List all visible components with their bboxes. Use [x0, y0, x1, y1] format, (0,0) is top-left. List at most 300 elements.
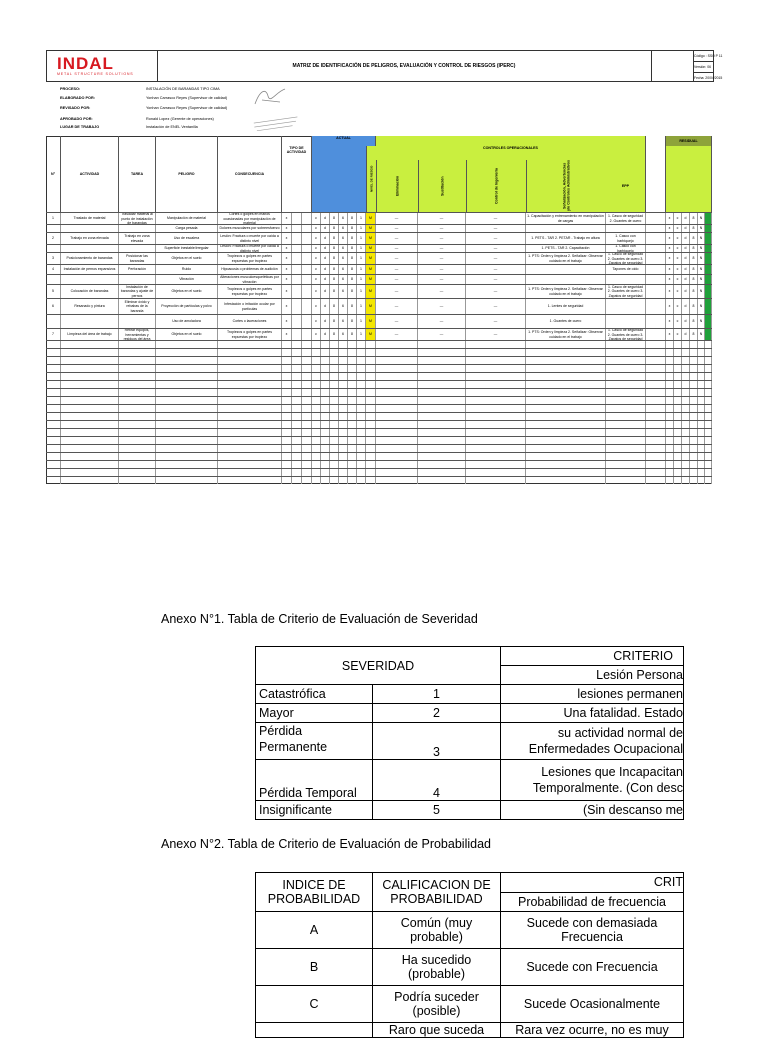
- cell-mark: d: [682, 315, 690, 328]
- severity-header: SEVERIDAD: [256, 647, 501, 685]
- col-peligro: PELIGRO: [156, 136, 218, 212]
- cell-mark: 8: [330, 299, 339, 314]
- cell-mark: N: [698, 315, 705, 328]
- cell-mark: 1: [357, 233, 366, 244]
- empty-row: [46, 340, 712, 348]
- cell-mark: 8: [348, 225, 357, 232]
- cell-actividad: Instalación de pernos expansivos: [61, 265, 119, 274]
- empty-row: [46, 412, 712, 420]
- col-actual: ACTUAL: [312, 136, 376, 146]
- risk-level-cell: M: [366, 299, 376, 314]
- cell-actividad: Posicionamiento de barandas: [61, 253, 119, 264]
- empty-row: [46, 396, 712, 404]
- cell-mark: c: [674, 315, 682, 328]
- cell-mark: 8: [330, 233, 339, 244]
- empty-row: [46, 388, 712, 396]
- cell-mark: —: [376, 245, 418, 252]
- cell-tarea: Instalación de barandas y ajuste de pernos: [119, 285, 156, 298]
- cell-mark: —: [376, 299, 418, 314]
- cell-mark: x: [666, 245, 674, 252]
- cell-mark: 6: [339, 285, 348, 298]
- cell-mark: x: [666, 299, 674, 314]
- cell-consecuencia: Infestación o irritación ocular por partículas: [218, 299, 282, 314]
- cell-actividad: Resanado y pintura: [61, 299, 119, 314]
- cell-epp: 1. Casco de seguridad 2. Guantes de cuero 3. Zapatos de seguridad: [606, 329, 646, 340]
- cell-mark: 8: [330, 225, 339, 232]
- table-row: [46, 264, 712, 274]
- cell-mark: x: [666, 315, 674, 328]
- cell-mark: 8: [348, 265, 357, 274]
- cell-mark: c: [674, 285, 682, 298]
- cell-mark: d: [682, 245, 690, 252]
- cell-mark: 8: [690, 299, 698, 314]
- cell-peligro: Vibración: [156, 275, 218, 284]
- cell-mark: x: [282, 213, 292, 224]
- residual-level-cell: [705, 285, 712, 298]
- cell-mark: x: [666, 213, 674, 224]
- cell-mark: 8: [690, 315, 698, 328]
- cell-actividad: Limpieza del área de trabajo: [61, 329, 119, 340]
- cell-consecuencia: Tropiezos o golpes en partes expuestas por tropiezo: [218, 253, 282, 264]
- col-ingenieria: Control de Ingeniería: [466, 160, 526, 212]
- cell-mark: —: [376, 285, 418, 298]
- cell-mark: d: [321, 285, 330, 298]
- cell-mark: c: [674, 233, 682, 244]
- table-row: [46, 284, 712, 298]
- doc-code: Código : SSO P 11: [693, 51, 713, 62]
- table-row: [46, 212, 712, 224]
- table-row: Raro que suceda Rara vez ocurre, no es muy: [256, 1023, 684, 1038]
- cell-epp: 1. Casco con barbiquejo: [606, 245, 646, 252]
- cell-epp: [606, 315, 646, 328]
- empty-row: [46, 420, 712, 428]
- document-title: MATRIZ DE IDENTIFICACIÓN DE PELIGROS, EVALUACIÓN Y CONTROL DE RIESGOS (IPERC): [157, 51, 652, 81]
- table-row: [46, 274, 712, 284]
- cell-epp: [606, 275, 646, 284]
- cell-mark: d: [321, 315, 330, 328]
- col-tarea: TAREA: [119, 136, 156, 212]
- cell-tarea: Retirar equipos, herramientas y residuos del área: [119, 329, 156, 340]
- risk-level-cell: M: [366, 233, 376, 244]
- cell-n: [46, 275, 61, 284]
- cell-mark: d: [321, 329, 330, 340]
- cell-mark: x: [666, 233, 674, 244]
- cell-mark: —: [418, 213, 466, 224]
- cell-mark: —: [466, 275, 526, 284]
- risk-level-cell: M: [366, 329, 376, 340]
- cell-mark: —: [466, 233, 526, 244]
- cell-consecuencia: Alteraciones musculoesqueléticas por vibración: [218, 275, 282, 284]
- cell-mark: 6: [339, 233, 348, 244]
- cell-mark: c: [312, 225, 321, 232]
- cell-mark: —: [418, 233, 466, 244]
- cell-mark: 8: [330, 315, 339, 328]
- cell-mark: N: [698, 265, 705, 274]
- table-row: [46, 224, 712, 232]
- cell-mark: 8: [690, 275, 698, 284]
- cell-n: 1: [46, 213, 61, 224]
- table-row: [46, 298, 712, 314]
- residual-level-cell: [705, 253, 712, 264]
- cell-mark: d: [321, 225, 330, 232]
- cell-mark: x: [666, 253, 674, 264]
- risk-level-cell: M: [366, 213, 376, 224]
- empty-row: [46, 452, 712, 460]
- empty-row: [46, 380, 712, 388]
- cell-consecuencia: Tropiezos o golpes en partes expuestas por tropiezo: [218, 329, 282, 340]
- cell-mark: c: [312, 285, 321, 298]
- cell-peligro: Superficie inestable/irregular: [156, 245, 218, 252]
- cell-tarea: [119, 245, 156, 252]
- cell-mark: x: [282, 253, 292, 264]
- cell-admin: 1. PTS: Orden y limpieza 2. Señalizar: Observar cuidado en el trabajo: [526, 329, 606, 340]
- cell-mark: c: [312, 329, 321, 340]
- cell-mark: 8: [348, 285, 357, 298]
- cell-mark: 8: [330, 285, 339, 298]
- col-eliminacion: Eliminación: [376, 160, 418, 212]
- document-meta: [693, 51, 723, 81]
- empty-row: [46, 372, 712, 380]
- cell-mark: —: [376, 315, 418, 328]
- cell-mark: N: [698, 299, 705, 314]
- cell-mark: N: [698, 275, 705, 284]
- residual-level-cell: [705, 265, 712, 274]
- residual-level-cell: [705, 225, 712, 232]
- cell-epp: [606, 225, 646, 232]
- info-row: APROBADO POR: Ronald Lopez (Gerente de operaciones): [60, 117, 214, 121]
- cell-admin: 1. Capacitación y entrenamiento en manipulación de cargas: [526, 213, 606, 224]
- empty-row: [46, 428, 712, 436]
- cell-mark: 1: [357, 213, 366, 224]
- empty-row: [46, 444, 712, 452]
- indice-header: INDICE DE PROBABILIDAD: [256, 873, 373, 912]
- cell-peligro: Proyección de partículas y polvo: [156, 299, 218, 314]
- cell-mark: x: [282, 315, 292, 328]
- table-row: [46, 232, 712, 244]
- cell-mark: 8: [348, 329, 357, 340]
- table-row: Mayor 2 Una fatalidad. Estado: [256, 704, 684, 723]
- cell-mark: —: [418, 285, 466, 298]
- cell-mark: 8: [330, 253, 339, 264]
- cell-mark: c: [674, 275, 682, 284]
- cell-epp: 1. Casco de seguridad 2. Guantes de cuero: [606, 213, 646, 224]
- cell-tarea: Posicionar las barandas: [119, 253, 156, 264]
- cell-mark: c: [674, 245, 682, 252]
- col-administrativos: Señalización, Advertencias y/o Controles Administrativos: [526, 160, 606, 212]
- cell-tarea: [119, 225, 156, 232]
- cell-admin: 1. PETS - TAR 2. PETAR - Trabajo en altura: [526, 233, 606, 244]
- cell-mark: —: [466, 329, 526, 340]
- info-row: PROCESO: INSTALACIÓN DE BARANDAS TIPO CIMA: [60, 87, 220, 91]
- cell-mark: c: [674, 299, 682, 314]
- cell-mark: —: [418, 315, 466, 328]
- cell-mark: 1: [357, 265, 366, 274]
- cell-mark: 8: [330, 213, 339, 224]
- cell-actividad: [61, 315, 119, 328]
- cell-mark: 1: [357, 299, 366, 314]
- cell-peligro: Objetos en el suelo: [156, 253, 218, 264]
- cell-mark: —: [466, 285, 526, 298]
- cell-peligro: Objetos en el suelo: [156, 329, 218, 340]
- cell-mark: 1: [357, 315, 366, 328]
- cell-mark: c: [312, 315, 321, 328]
- table-row: [46, 314, 712, 328]
- cell-tarea: [119, 315, 156, 328]
- info-row: ELABORADO POR: Yonhan Carrasco Reyes (Supervisor de calidad): [60, 96, 228, 100]
- cell-mark: —: [466, 299, 526, 314]
- cell-mark: x: [666, 285, 674, 298]
- empty-row: [46, 460, 712, 468]
- cell-mark: 8: [348, 213, 357, 224]
- cell-n: [46, 225, 61, 232]
- table-row: Insignificante 5 (Sin descanso me: [256, 801, 684, 820]
- cell-mark: c: [312, 213, 321, 224]
- cell-n: 7: [46, 329, 61, 340]
- empty-row: [46, 468, 712, 476]
- cell-consecuencia: Hipoacusia o problemas de audición: [218, 265, 282, 274]
- cell-mark: N: [698, 213, 705, 224]
- crit-header: CRIT: [501, 873, 684, 893]
- cell-mark: —: [418, 253, 466, 264]
- cell-mark: 6: [339, 299, 348, 314]
- cell-mark: —: [418, 299, 466, 314]
- cell-mark: x: [282, 299, 292, 314]
- cell-mark: d: [321, 253, 330, 264]
- cell-actividad: [61, 275, 119, 284]
- probability-table: [255, 872, 684, 1038]
- cell-mark: —: [418, 275, 466, 284]
- cell-mark: 6: [339, 315, 348, 328]
- residual-level-cell: [705, 315, 712, 328]
- cell-mark: 1: [357, 253, 366, 264]
- table-row: Pérdida Temporal 4 Lesiones que Incapacitan Temporalmente. (Con desc: [256, 760, 684, 801]
- cell-mark: —: [376, 253, 418, 264]
- cell-epp: 1. Casco de seguridad 2. Guantes de cuero 3. Zapatos de seguridad: [606, 253, 646, 264]
- criterio-header: CRITERIO: [501, 647, 684, 666]
- cell-mark: 8: [690, 253, 698, 264]
- criterio-subheader: Lesión Persona: [501, 666, 684, 685]
- cell-mark: c: [312, 233, 321, 244]
- cell-mark: 8: [690, 265, 698, 274]
- indal-logo: [47, 51, 158, 81]
- brand-name: INDAL: [57, 54, 114, 73]
- doc-date: Fecha: 20/04/2015: [694, 76, 723, 80]
- cell-mark: x: [666, 225, 674, 232]
- risk-level-cell: M: [366, 265, 376, 274]
- cell-mark: —: [466, 253, 526, 264]
- cell-mark: 6: [339, 225, 348, 232]
- cell-mark: d: [321, 233, 330, 244]
- cell-mark: N: [698, 225, 705, 232]
- cell-mark: d: [682, 253, 690, 264]
- cell-mark: d: [321, 245, 330, 252]
- cell-consecuencia: Lesión: Fractura o muerte por caída a distinto nivel: [218, 245, 282, 252]
- cell-mark: 1: [357, 329, 366, 340]
- cell-admin: 1. PETS - TAR 2. Capacitación: [526, 245, 606, 252]
- cell-mark: —: [418, 245, 466, 252]
- cell-mark: —: [376, 265, 418, 274]
- cell-mark: 6: [339, 275, 348, 284]
- risk-level-cell: M: [366, 285, 376, 298]
- cell-tarea: Trabajo en zona elevada: [119, 233, 156, 244]
- cell-n: 6: [46, 299, 61, 314]
- cell-mark: —: [376, 329, 418, 340]
- cell-tarea: Eliminar óxido y rebabas de la baranda: [119, 299, 156, 314]
- cell-mark: —: [466, 245, 526, 252]
- cell-consecuencia: Cortes o laceraciones: [218, 315, 282, 328]
- cell-mark: d: [682, 299, 690, 314]
- cell-actividad: Trabajo en zona elevada: [61, 233, 119, 244]
- cell-mark: —: [466, 213, 526, 224]
- cell-mark: c: [312, 265, 321, 274]
- cell-mark: d: [682, 225, 690, 232]
- cell-admin: 1. PTS: Orden y limpieza 2. Señalizar: Observar cuidado en el trabajo: [526, 285, 606, 298]
- cell-mark: 8: [690, 225, 698, 232]
- cell-peligro: Objetos en el suelo: [156, 285, 218, 298]
- col-controles: CONTROLES OPERACIONALES: [376, 136, 646, 160]
- cell-mark: —: [376, 225, 418, 232]
- col-epp: EPP: [606, 160, 646, 212]
- cell-mark: c: [674, 213, 682, 224]
- cell-tarea: Perforación: [119, 265, 156, 274]
- annex1-title: Anexo N°1. Tabla de Criterio de Evaluación de Severidad: [161, 612, 478, 626]
- residual-level-cell: [705, 299, 712, 314]
- cell-mark: 8: [330, 275, 339, 284]
- residual-level-cell: [705, 245, 712, 252]
- cell-n: [46, 315, 61, 328]
- empty-row: [46, 356, 712, 364]
- risk-level-cell: M: [366, 315, 376, 328]
- cell-mark: x: [666, 329, 674, 340]
- col-nivel: NIVEL DE RIESGO: [366, 146, 376, 212]
- cell-mark: x: [282, 225, 292, 232]
- cell-mark: d: [682, 329, 690, 340]
- cell-n: 3: [46, 253, 61, 264]
- cell-actividad: Traslado de material: [61, 213, 119, 224]
- cell-mark: —: [418, 329, 466, 340]
- cell-mark: —: [376, 233, 418, 244]
- cell-admin: 1. Lentes de seguridad: [526, 299, 606, 314]
- risk-level-cell: M: [366, 275, 376, 284]
- risk-level-cell: M: [366, 253, 376, 264]
- signature-mark: [252, 86, 288, 108]
- cell-tarea: [119, 275, 156, 284]
- cell-mark: 8: [690, 245, 698, 252]
- cell-mark: x: [282, 329, 292, 340]
- table-row: [46, 244, 712, 252]
- col-consecuencia: CONSECUENCIA: [218, 136, 282, 212]
- cell-mark: d: [321, 275, 330, 284]
- risk-level-cell: M: [366, 245, 376, 252]
- table-row: Pérdida Permanente 3 su actividad normal de Enfermedades Ocupacional: [256, 723, 684, 760]
- brand-tagline: METAL STRUCTURE SOLUTIONS: [57, 72, 134, 76]
- residual-level-cell: [705, 213, 712, 224]
- table-row: A Común (muy probable) Sucede con demasiada Frecuencia: [256, 912, 684, 949]
- cell-mark: N: [698, 233, 705, 244]
- cell-peligro: Carga pesada: [156, 225, 218, 232]
- residual-level-cell: [705, 233, 712, 244]
- cell-mark: 1: [357, 225, 366, 232]
- cell-mark: 8: [330, 265, 339, 274]
- cell-mark: —: [418, 265, 466, 274]
- cell-mark: 8: [690, 213, 698, 224]
- table-row: Catastrófica 1 lesiones permanen: [256, 685, 684, 704]
- cell-mark: 8: [348, 233, 357, 244]
- table-row: [46, 252, 712, 264]
- cell-mark: —: [466, 225, 526, 232]
- cell-mark: c: [312, 299, 321, 314]
- cell-admin: 1. Guantes de cuero: [526, 315, 606, 328]
- cell-mark: c: [312, 275, 321, 284]
- residual-level-cell: [705, 329, 712, 340]
- document-header: [46, 50, 723, 82]
- cell-peligro: Manipulación de material: [156, 213, 218, 224]
- cell-mark: x: [282, 245, 292, 252]
- annex2-title: Anexo N°2. Tabla de Criterio de Evaluación de Probabilidad: [161, 837, 491, 851]
- cell-n: 4: [46, 265, 61, 274]
- cell-peligro: Ruido: [156, 265, 218, 274]
- iperc-matrix: [46, 136, 712, 484]
- cell-n: 5: [46, 285, 61, 298]
- approval-stamp: [252, 115, 300, 131]
- empty-row: [46, 348, 712, 356]
- cell-mark: N: [698, 285, 705, 298]
- cell-mark: x: [666, 275, 674, 284]
- cell-mark: 8: [348, 299, 357, 314]
- cell-mark: x: [282, 275, 292, 284]
- cell-actividad: [61, 225, 119, 232]
- cell-epp: Tapones de oído: [606, 265, 646, 274]
- cell-actividad: Colocación de barandas: [61, 285, 119, 298]
- cell-mark: d: [682, 275, 690, 284]
- cell-mark: d: [682, 285, 690, 298]
- cell-consecuencia: Lesión: Fractura o muerte por caída a distinto nivel: [218, 233, 282, 244]
- empty-row: [46, 404, 712, 412]
- cell-mark: x: [282, 285, 292, 298]
- cell-consecuencia: Cortes o golpes en manos ocasionadas por manipulación de material: [218, 213, 282, 224]
- cell-epp: 1. Casco con barbiquejo: [606, 233, 646, 244]
- calificacion-header: CALIFICACION DE PROBABILIDAD: [373, 873, 501, 912]
- cell-admin: 1. PTS: Orden y limpieza 2. Señalizar: Observar cuidado en el trabajo: [526, 253, 606, 264]
- cell-mark: 8: [690, 285, 698, 298]
- empty-row: [46, 476, 712, 484]
- cell-epp: [606, 299, 646, 314]
- empty-row: [46, 436, 712, 444]
- cell-mark: N: [698, 253, 705, 264]
- col-residual: RESIDUAL: [666, 136, 712, 146]
- cell-mark: d: [321, 299, 330, 314]
- cell-mark: c: [674, 265, 682, 274]
- cell-mark: d: [682, 265, 690, 274]
- cell-mark: —: [466, 265, 526, 274]
- cell-mark: c: [674, 329, 682, 340]
- cell-mark: 1: [357, 245, 366, 252]
- cell-mark: c: [312, 245, 321, 252]
- cell-peligro: Uso de escalera: [156, 233, 218, 244]
- cell-mark: —: [418, 225, 466, 232]
- cell-consecuencia: Dolores musculares por sobreesfuerzo: [218, 225, 282, 232]
- cell-actividad: [61, 245, 119, 252]
- cell-mark: 1: [357, 275, 366, 284]
- cell-tarea: Trasladar material al punto de instalación de barandas: [119, 213, 156, 224]
- cell-mark: 6: [339, 245, 348, 252]
- cell-mark: d: [682, 233, 690, 244]
- cell-mark: c: [674, 225, 682, 232]
- cell-mark: x: [666, 265, 674, 274]
- cell-mark: 6: [339, 253, 348, 264]
- cell-mark: d: [682, 213, 690, 224]
- severity-table: [255, 646, 684, 820]
